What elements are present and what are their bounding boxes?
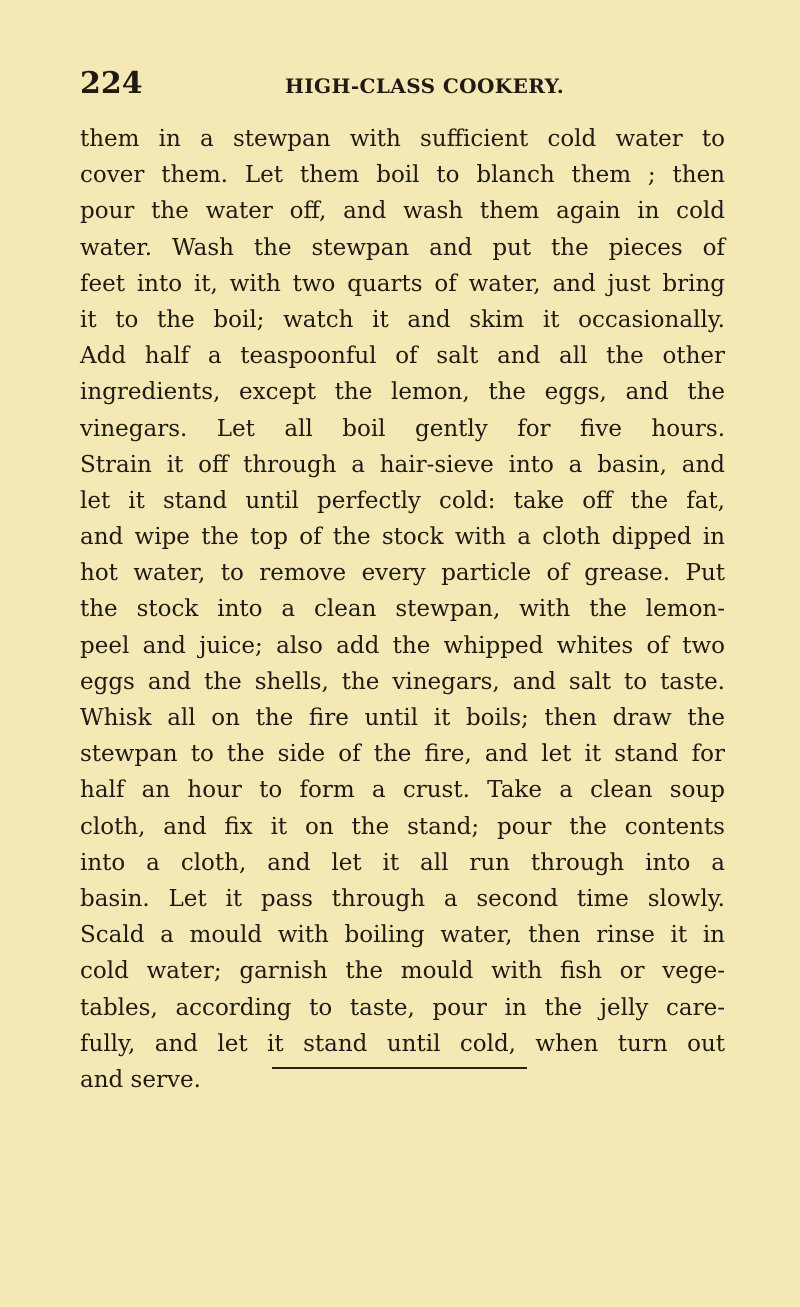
recipe-text — [80, 121, 725, 1098]
text-line: and wipe the top of the stock with a cloth dipped in — [80, 524, 725, 551]
text-line: Whisk all on the fire until it boils; then draw the — [80, 705, 725, 731]
text-line: ingredients, except the lemon, the eggs, and the — [80, 379, 725, 406]
text-line: Strain it off through a hair-sieve into a basin, and — [80, 451, 725, 478]
text-line: fully, and let it stand until cold, when turn out — [80, 1030, 725, 1057]
text-line: them in a stewpan with sufficient cold water to — [80, 126, 725, 152]
text-line: cold water; garnish the mould with fish or vege- — [80, 958, 725, 985]
text-line: eggs and the shells, the vinegars, and salt to taste. — [80, 668, 725, 695]
text-line: tables, according to taste, pour in the jelly care- — [80, 994, 725, 1021]
page-number: 224 — [80, 66, 143, 101]
section-divider-rule — [272, 1067, 527, 1069]
text-line: pour the water off, and wash them again in cold — [80, 198, 725, 225]
text-line: and serve. — [80, 1066, 201, 1093]
text-line: vinegars. Let all boil gently for five hours. — [80, 415, 725, 442]
text-line: it to the boil; watch it and skim it occasionally. — [80, 306, 725, 333]
text-line: Add half a teaspoonful of salt and all the other — [80, 343, 725, 370]
text-line: half an hour to form a crust. Take a clean soup — [80, 777, 725, 804]
text-line: water. Wash the stewpan and put the pieces of — [80, 234, 725, 261]
text-line: peel and juice; also add the whipped whites of two — [80, 632, 725, 659]
text-line: let it stand until perfectly cold: take off the fat, — [80, 487, 725, 514]
text-line: cover them. Let them boil to blanch them ; then — [80, 162, 725, 189]
running-title: HIGH-CLASS COOKERY. — [285, 74, 565, 98]
text-line: cloth, and fix it on the stand; pour the contents — [80, 813, 725, 840]
text-line: feet into it, with two quarts of water, and just bring — [80, 270, 725, 297]
text-line: Scald a mould with boiling water, then rinse it in — [80, 922, 725, 949]
text-line: hot water, to remove every particle of grease. Put — [80, 560, 725, 587]
text-line: stewpan to the side of the fire, and let it stand for — [80, 741, 725, 768]
text-line: the stock into a clean stewpan, with the lemon- — [80, 596, 725, 623]
text-line: basin. Let it pass through a second time slowly. — [80, 885, 725, 912]
running-head — [80, 66, 720, 106]
text-line: into a cloth, and let it all run through into a — [80, 849, 725, 876]
